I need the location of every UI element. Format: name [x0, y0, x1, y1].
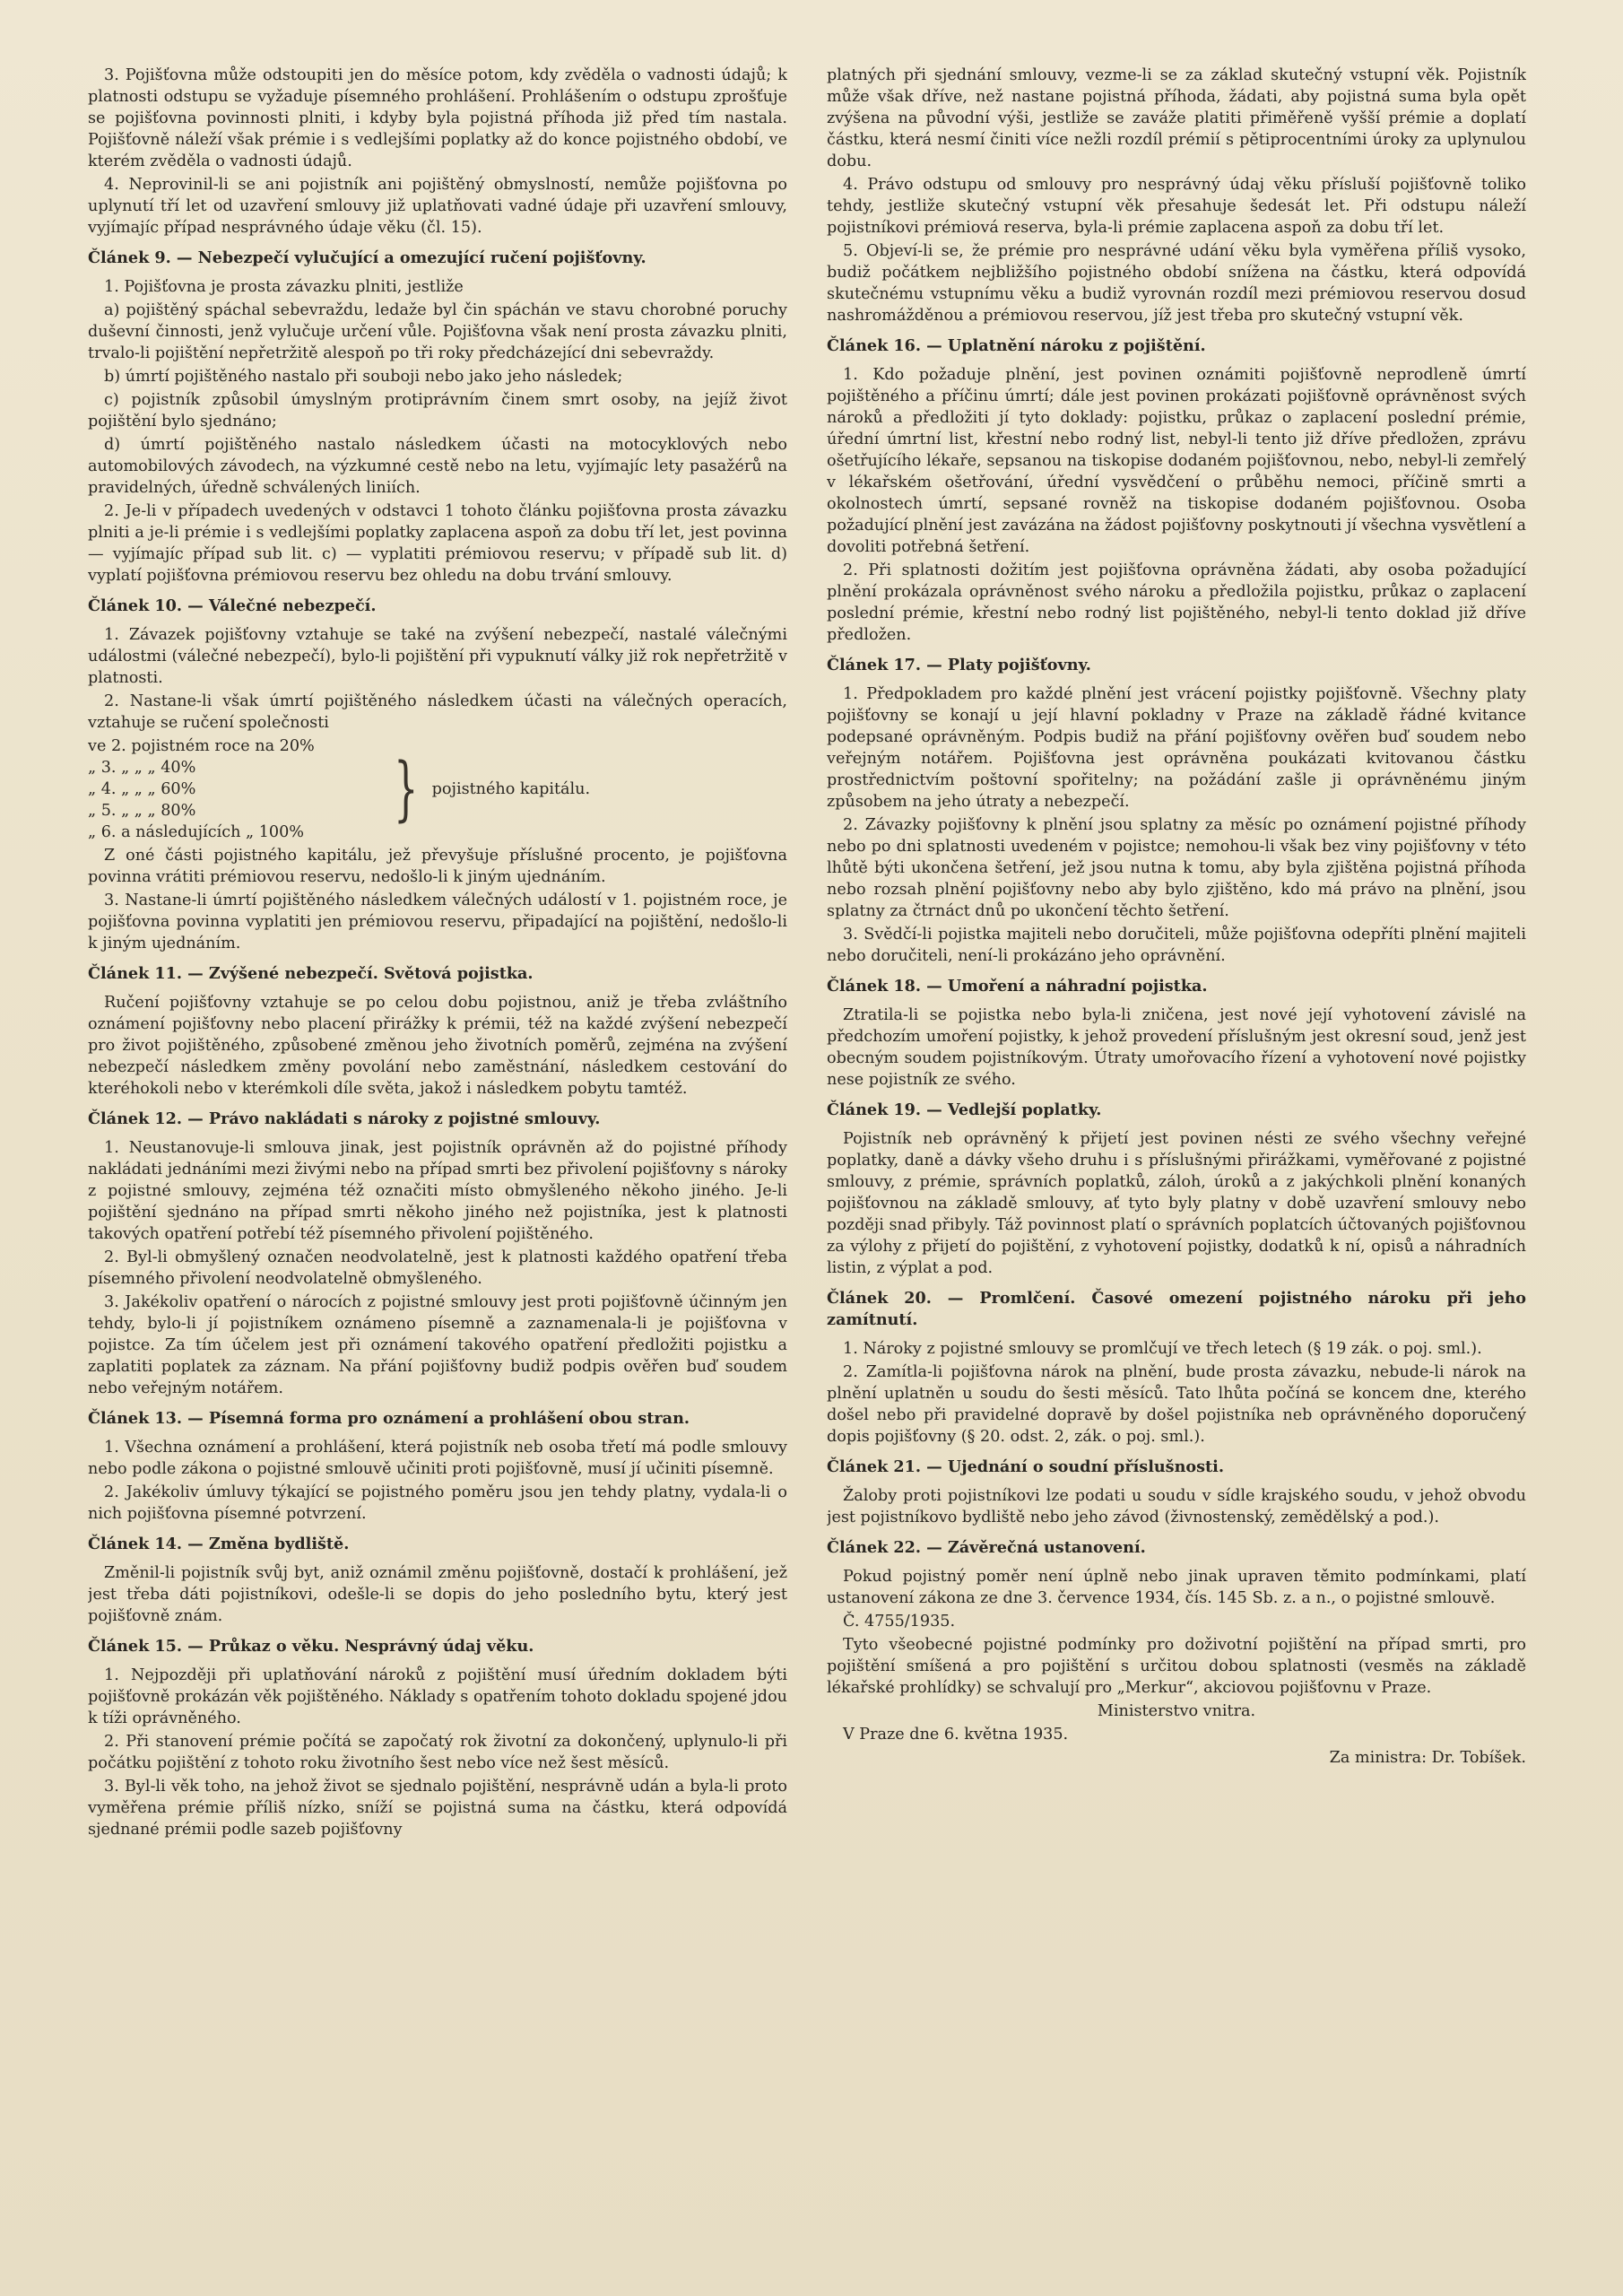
paragraph: 3. Svědčí-li pojistka majiteli nebo doručiteli, může pojišťovna odepříti plnění majiteli nebo doručiteli, není-li prokázáno jeho oprávnění. — [827, 926, 1526, 965]
article-title: Ujednání o soudní příslušnosti. — [947, 1457, 1224, 1476]
paragraph: 2. Je-li v případech uvedených v odstavci 1 tohoto článku pojišťovna prosta závazku plniti a je-li prémie i s vedlejšími poplatky zaplacena aspoň za dobu tří let, jest povinna — vyjímajíc případ sub lit. c) — vyplatiti prémiovou reservu; v případě sub lit. d) vyplatí pojišťovna prémiovou reservu bez ohledu na dobu trvání smlouvy. — [88, 502, 787, 585]
article-number: Článek 16. — — [827, 336, 942, 355]
article-title: Nebezpečí vylučující a omezující ručení pojišťovny. — [197, 248, 647, 267]
article-title: Vedlejší poplatky. — [947, 1100, 1102, 1119]
article-title: Průkaz o věku. Nesprávný údaj věku. — [208, 1637, 534, 1656]
article-heading — [827, 1100, 1526, 1121]
article-heading — [827, 976, 1526, 997]
article-title: Platy pojišťovny. — [947, 656, 1091, 674]
table-row: ve 2. pojistném roce na 20% — [88, 737, 315, 755]
table-row: „ 3. „ „ „ 40% — [88, 759, 196, 777]
article-number: Článek 22. — — [827, 1538, 942, 1557]
table-row: „ 6. a následujících „ 100% — [88, 823, 304, 841]
paragraph: 2. Závazky pojišťovny k plnění jsou splatny za měsíc po oznámení pojistné příhody nebo po dni splatnosti uvedeném v pojistce; nemohou-li však bez viny pojišťovny v této lhůtě býti ukončena šetření, jež jsou nutna k tomu, aby byla zjištěna pojistná příhoda nebo rozsah plnění pojišťovny nebo aby bylo zjištěno, kdo má právo na plnění, jsou splatny za čtrnáct dnů po ukončení těchto šetření. — [827, 816, 1526, 920]
article-number: Článek 11. — — [88, 964, 204, 983]
article-number: Článek 9. — — [88, 248, 193, 267]
article-number: Článek 12. — — [88, 1109, 204, 1128]
article-heading — [88, 1408, 787, 1430]
article-number: Článek 14. — — [88, 1535, 204, 1553]
paragraph: 3. Byl-li věk toho, na jehož život se sjednalo pojištění, nesprávně udán a byla-li proto vyměřena prémie příliš nízko, sníží se pojistná suma na částku, která odpovídá sjednané prémii podle sazeb pojišťovny — [88, 1778, 787, 1839]
article-heading — [88, 1636, 787, 1657]
paragraph: 1. Pojišťovna je prosta závazku plniti, jestliže — [104, 278, 464, 296]
paragraph: 2. Zamítla-li pojišťovna nárok na plnění, bude prosta závazku, nebude-li nárok na plnění uplatněn u soudu do šesti měsíců. Tato lhůta počíná se koncem dne, kterého došel nebo při pravidelné dopravě by došel pojistníka neb oprávněného doporučený dopis pojišťovny (§ 20. odst. 2, zák. o poj. sml.). — [827, 1363, 1526, 1446]
paragraph: a) pojištěný spáchal sebevraždu, ledaže byl čin spáchán ve stavu chorobné poruchy duševní činnosti, jenž vylučuje určení vůle. Pojišťovna však není prosta závazku plniti, trvalo-li pojištění nepřetržitě alespoň po tři roky předcházející dni sebevraždy. — [88, 301, 787, 362]
paragraph: c) pojistník způsobil úmyslným protiprávním činem smrt osoby, na jejíž život pojištění bylo sjednáno; — [88, 391, 787, 430]
article-title: Promlčení. Časové omezení pojistného nároku při jeho zamítnutí. — [827, 1289, 1526, 1329]
article-heading — [88, 963, 787, 985]
paragraph: d) úmrtí pojištěného nastalo následkem účasti na motocyklových nebo automobilových závodech, na výzkumné cestě nebo na letu, vyjímajíc lety pasažérů na pravidelných, úředně schválených liniích. — [88, 436, 787, 497]
paragraph: platných při sjednání smlouvy, vezme-li se za základ skutečný vstupní věk. Pojistník může však dříve, než nastane pojistná příhoda, žádati, aby pojistná suma byla opět zvýšena na původní výši, jestliže se zaváže platiti přiměřeně vyšší prémie a doplatí částku, která nesmí činiti více nežli rozdíl prémií s pětiprocentními úroky za uplynulou dobu. — [827, 66, 1526, 170]
brace-mark: } — [394, 749, 419, 830]
ministry-line: Ministerstvo vnitra. — [1097, 1702, 1256, 1720]
article-title: Uplatnění nároku z pojištění. — [947, 336, 1206, 355]
paragraph: 5. Objeví-li se, že prémie pro nesprávné udání věku byla vyměřena příliš vysoko, budiž počátkem nejbližšího pojistného období snížena na částku, která odpovídá skutečnému vstupnímu věku a budiž vyrovnán rozdíl mezi prémiovou reservou dosud nashromážděnou a prémiovou reservou, jíž jest třeba pro skutečný vstupní věk. — [827, 242, 1526, 325]
table-label: pojistného kapitálu. — [431, 780, 591, 798]
paragraph: Č. 4755/1935. — [843, 1613, 956, 1631]
article-heading — [827, 1537, 1526, 1559]
article-title: Válečné nebezpečí. — [208, 596, 377, 615]
article-number: Článek 13. — — [88, 1409, 204, 1428]
article-title: Zvýšené nebezpečí. Světová pojistka. — [208, 964, 534, 983]
right-column — [827, 65, 1526, 2260]
paragraph: Pokud pojistný poměr není úplně nebo jinak upraven těmito podmínkami, platí ustanovení zákona ze dne 3. července 1934, čís. 145 Sb. z. a n., o pojistné smlouvě. — [827, 1568, 1526, 1607]
article-heading — [88, 1534, 787, 1555]
article-number: Článek 20. — — [827, 1289, 964, 1308]
percentage-table — [88, 735, 787, 843]
article-number: Článek 17. — — [827, 656, 942, 674]
paragraph: Z oné části pojistného kapitálu, jež převyšuje příslušné procento, je pojišťovna povinna vrátiti prémiovou reservu, nedošlo-li k jiným ujednáním. — [88, 847, 787, 886]
paragraph: Žaloby proti pojistníkovi lze podati u soudu v sídle krajského soudu, v jehož obvodu jest pojistníkovo bydliště nebo jeho závod (živnostenský, zemědělský a pod.). — [827, 1487, 1526, 1526]
article-heading — [827, 655, 1526, 676]
paragraph: 2. Při stanovení prémie počítá se započatý rok životní za dokončený, uplynulo-li při počátku pojištění z tohoto roku životního šest nebo více než šest měsíců. — [88, 1733, 787, 1772]
article-title: Umoření a náhradní pojistka. — [947, 977, 1208, 996]
article-number: Článek 19. — — [827, 1100, 942, 1119]
article-heading — [827, 1288, 1526, 1331]
paragraph: 2. Byl-li obmyšlený označen neodvolatelně, jest k platnosti každého opatření třeba písemného přivolení neodvolatelně obmyšleného. — [88, 1248, 787, 1288]
paragraph: 1. Předpokladem pro každé plnění jest vrácení pojistky pojišťovně. Všechny platy pojišťovny se konají u její hlavní pokladny v Praze na základě řádné kvitance podepsané oprávněným. Podpis budiž na přání pojišťovny ověřen buď soudem nebo veřejným notářem. Pojišťovna jest oprávněna poukázati kvitovanou částku prostřednictvím poštovní spořitelny; na požádání zašle ji oprávněnému jiným způsobem na jeho útraty a nebezpečí. — [827, 685, 1526, 811]
paragraph: 2. Při splatnosti dožitím jest pojišťovna oprávněna žádati, aby osoba požadující plnění prokázala oprávněnost svého nároku a předložila pojistku, průkaz o zaplacení poslední prémie, křestní nebo rodný list pojištěného, nebyl-li tento doklad již dříve předložen. — [827, 561, 1526, 644]
article-title: Písemná forma pro oznámení a prohlášení obou stran. — [208, 1409, 690, 1428]
article-title: Změna bydliště. — [208, 1535, 350, 1553]
paragraph: Ztratila-li se pojistka nebo byla-li zničena, jest nové její vyhotovení závislé na předchozím umoření pojistky, k jehož provedení příslušným jest okresní soud, jenž jest obecným soudem pojistníkovým. Útraty umořovacího řízení a vyhotovení nové pojistky nese pojistník ze svého. — [827, 1006, 1526, 1089]
paragraph: 3. Nastane-li úmrtí pojištěného následkem válečných událostí v 1. pojistném roce, je pojišťovna povinna vyplatiti jen prémiovou reservu, připadající na pojištění, nedošlo-li k jiným ujednáním. — [88, 891, 787, 952]
paragraph: 1. Kdo požaduje plnění, jest povinen oznámiti pojišťovně neprodleně úmrtí pojištěného a příčinu úmrtí; dále jest povinen prokázati pojišťovně oprávněnost svých nároků a předložiti jí tyto doklady: pojistku, průkaz o zaplacení poslední prémie, úřední úmrtní list, křestní nebo rodný list, nebyl-li tento již dříve předložen, zprávu ošetřujícího lékaře, sepsanou na tiskopise dodaném pojišťovnou, nebo, nebyl-li zemřelý v lékařském ošetřování, úřední vysvědčení o průběhu nemoci, příčině smrti a okolnostech úmrtí, sepsané rovněž na tiskopise dodaném pojišťovnou. Osoba požadující plnění jest zavázána na žádost pojišťovny poskytnouti jí všechna vysvětlení a dovoliti potřebná šetření. — [827, 366, 1526, 556]
paragraph: 1. Závazek pojišťovny vztahuje se také na zvýšení nebezpečí, nastalé válečnými událostmi (válečné nebezpečí), bylo-li pojištění při vypuknutí války již rok nepřetržitě v platnosti. — [88, 626, 787, 687]
paragraph: Změnil-li pojistník svůj byt, aniž oznámil změnu pojišťovně, dostačí k prohlášení, jež jest třeba dáti pojistníkovi, odešle-li se dopis do jeho posledního bytu, který jest pojišťovně znám. — [88, 1564, 787, 1625]
paragraph: 2. Nastane-li však úmrtí pojištěného následkem účasti na válečných operacích, vztahuje se ručení společnosti — [88, 692, 787, 732]
paragraph: 3. Jakékoliv opatření o nárocích z pojistné smlouvy jest proti pojišťovně účinným jen tehdy, bylo-li jí pojistníkem oznámeno písemně a zaznamenala-li je pojišťovna v pojistce. Za tím účelem jest při oznámení takového opatření předložiti pojistku a zaplatiti poplatek za záznam. Na přání pojišťovny budiž podpis ověřen buď soudem nebo veřejným notářem. — [88, 1293, 787, 1397]
paragraph: b) úmrtí pojištěného nastalo při souboji nebo jako jeho následek; — [104, 368, 623, 386]
article-number: Článek 18. — — [827, 977, 942, 996]
table-row: „ 4. „ „ „ 60% — [88, 780, 196, 798]
left-column — [88, 65, 787, 2260]
article-heading — [88, 596, 787, 617]
paragraph: V Praze dne 6. května 1935. — [843, 1726, 1069, 1744]
paragraph: Tyto všeobecné pojistné podmínky pro doživotní pojištění na případ smrti, pro pojištění smíšená a pro pojištění s určitou dobou splatnosti (vesměs na základě lékařské prohlídky) se schvalují pro „Merkur“, akciovou pojišťovnu v Praze. — [827, 1636, 1526, 1697]
paragraph: 2. Jakékoliv úmluvy týkající se pojistného poměru jsou jen tehdy platny, vydala-li o nich pojišťovna písemné potvrzení. — [88, 1483, 787, 1523]
article-heading — [88, 248, 787, 269]
signature-line: Za ministra: Dr. Tobíšek. — [1329, 1749, 1526, 1767]
paragraph: 1. Nároky z pojistné smlouvy se promlčují ve třech letech (§ 19 zák. o poj. sml.). — [843, 1340, 1482, 1358]
article-title: Závěrečná ustanovení. — [947, 1538, 1146, 1557]
paragraph: 4. Právo odstupu od smlouvy pro nesprávný údaj věku přísluší pojišťovně toliko tehdy, jestliže skutečný vstupní věk přesahuje šedesát let. Při odstupu náleží pojistníkovi prémiová reserva, byla-li prémie zaplacena aspoň za dobu tří let. — [827, 176, 1526, 237]
paragraph: 1. Všechna oznámení a prohlášení, která pojistník neb osoba třetí má podle smlouvy nebo podle zákona o pojistné smlouvě učiniti proti pojišťovně, musí jí učiniti písemně. — [88, 1439, 787, 1478]
article-number: Článek 15. — — [88, 1637, 204, 1656]
paragraph: Ručení pojišťovny vztahuje se po celou dobu pojistnou, aniž je třeba zvláštního oznámení pojišťovny nebo placení přirážky k prémii, též na každé zvýšení nebezpečí pro život pojištěného, způsobené změnou jeho životních poměrů, zejména na zvýšení nebezpečí následkem změny povolání nebo zaměstnání, následkem cestování do kteréhokoli nebo v kterémkoli díle světa, jakož i následkem pobytu tamtéž. — [88, 994, 787, 1098]
article-heading — [827, 335, 1526, 357]
article-heading — [88, 1109, 787, 1130]
paragraph: 4. Neprovinil-li se ani pojistník ani pojištěný obmyslností, nemůže pojišťovna po uplynutí tří let od uzavření smlouvy již uplatňovati vadné údaje při uzavření smlouvy, vyjímajíc případ nesprávného údaje věku (čl. 15). — [88, 176, 787, 237]
paragraph: 3. Pojišťovna může odstoupiti jen do měsíce potom, kdy zvěděla o vadnosti údajů; k platnosti odstupu se vyžaduje písemného prohlášení. Prohlášením o odstupu zprošťuje se pojišťovna povinnosti plniti, i kdyby byla pojistná příhoda již před tím nastala. Pojišťovně náleží však prémie i s vedlejšími poplatky až do konce pojistného období, ve kterém zvěděla o vadnosti údajů. — [88, 66, 787, 170]
article-heading — [827, 1457, 1526, 1478]
paragraph: 1. Nejpozději při uplatňování nároků z pojištění musí úředním dokladem býti pojišťovně prokázán věk pojištěného. Náklady s opatřením tohoto dokladu spojené jdou k tíži oprávněného. — [88, 1666, 787, 1727]
table-row: „ 5. „ „ „ 80% — [88, 802, 196, 820]
article-number: Článek 21. — — [827, 1457, 942, 1476]
article-title: Právo nakládati s nároky z pojistné smlouvy. — [208, 1109, 601, 1128]
article-number: Článek 10. — — [88, 596, 204, 615]
paragraph: 1. Neustanovuje-li smlouva jinak, jest pojistník oprávněn až do pojistné příhody nakládati jednáními mezi živými nebo na případ smrti bez přivolení pojišťovny s nároky z pojistné smlouvy, zejména též označiti místo obmyšleného někoho jiného. Je-li pojištění sjednáno na případ smrti někoho jiného než pojistníka, jest k platnosti takových opatření potřebí též písemného přivolení pojištěného. — [88, 1139, 787, 1243]
paragraph: Pojistník neb oprávněný k přijetí jest povinen nésti ze svého všechny veřejné poplatky, daně a dávky všeho druhu i s příslušnými přirážkami, vyměřované z pojistné smlouvy, z prémie, správních poplatků, záloh, úroků a z jakýchkoli plnění konaných pojišťovnou na základě smlouvy, ať tyto byly platny v době uzavření smlouvy nebo později snad přibyly. Táž povinnost platí o správních poplatcích účtovaných pojišťovnou za výlohy z přijetí do pojištění, z vyhotovení pojistky, dodatků k ní, opisů a náhradních listin, z výplat a pod. — [827, 1130, 1526, 1277]
